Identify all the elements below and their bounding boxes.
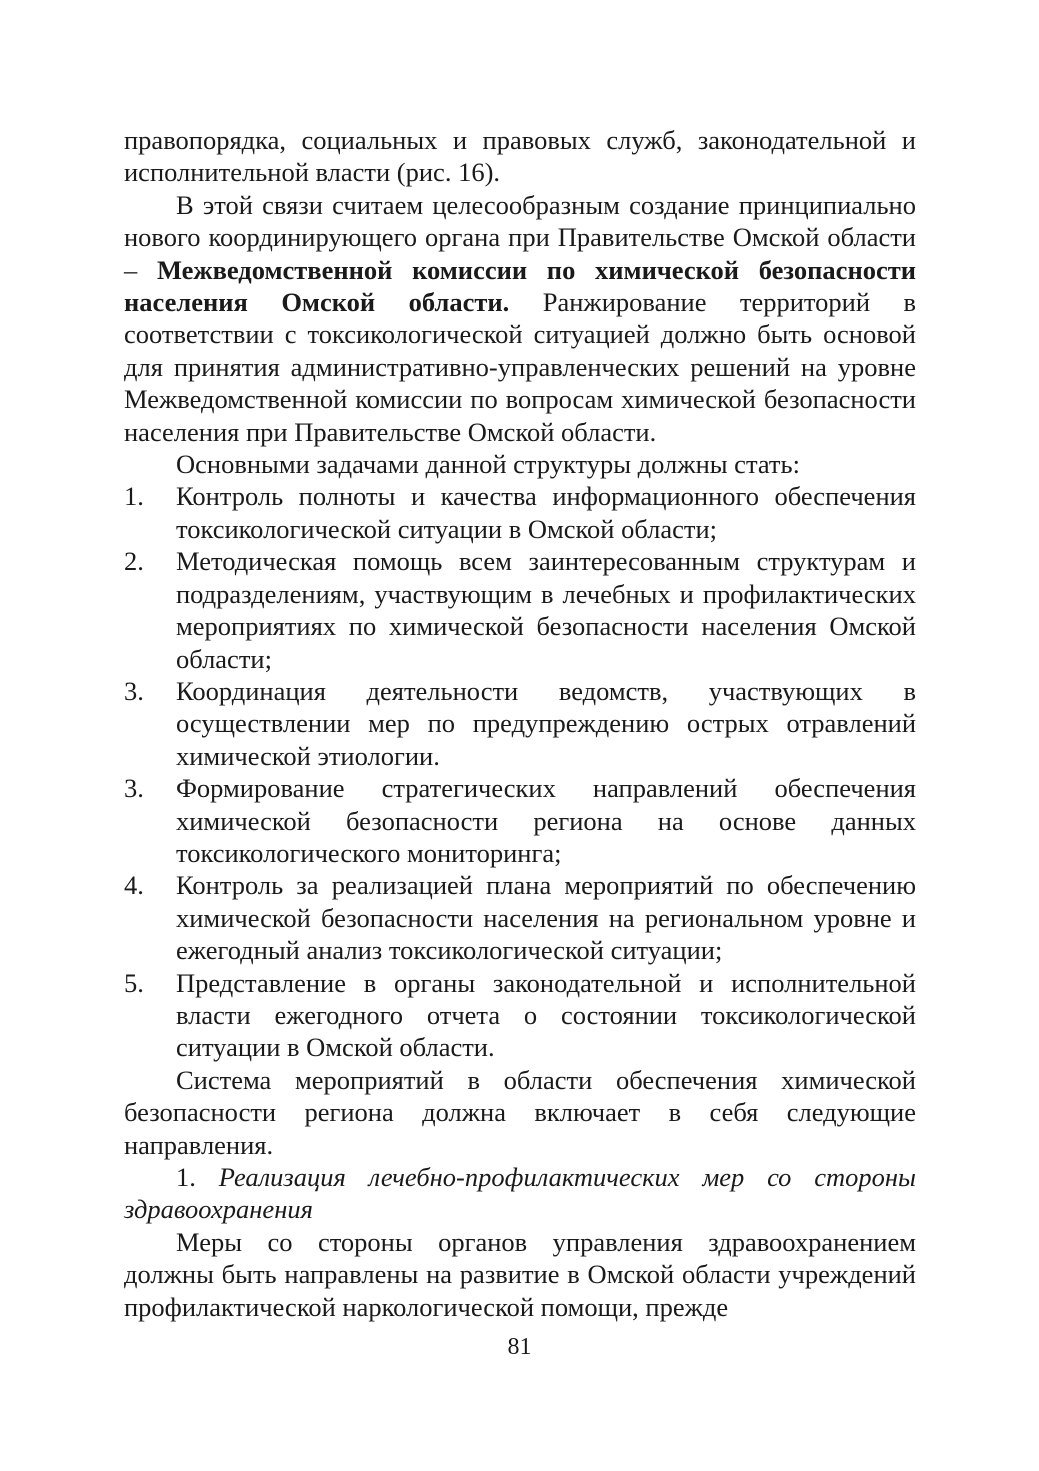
tasks-list [124, 480, 916, 1063]
paragraph-tasks-intro: Основными задачами данной структуры должны стать: [176, 449, 800, 480]
list-item [124, 869, 916, 966]
list-item [124, 545, 916, 675]
list-item [124, 675, 916, 772]
section-title-italic: Реализация лечебно-профилактических мер со стороны здравоохранения [124, 1162, 916, 1225]
paragraph-text: В этой связи считаем целесообразным создание принципиально нового координирующего органа при Правительстве Омской области – [124, 189, 916, 285]
paragraph-commission [124, 189, 916, 448]
list-item-text: Методическая помощь всем заинтересованным структурам и подразделениям, участвующим в лечебных и профилактических мероприятиях по химической безопасности населения Омской области; [176, 546, 916, 674]
list-item-text: Представление в органы законодательной и исполнительной власти ежегодного отчета о состоянии токсикологической ситуации в Омской области. [176, 967, 916, 1063]
list-item-number: 4. [124, 870, 144, 901]
list-item-number: 1. [124, 481, 144, 512]
paragraph-text: Ранжирование территорий в соответствии с токсикологической ситуацией должно быть основой для принятия административно-управленческих решений на уровне Межведомственной комиссии по вопросам химической безопасности населения при Правительстве Омской области. [124, 287, 916, 447]
list-item [124, 772, 916, 869]
list-item-text: Контроль полноты и качества информационного обеспечения токсикологической ситуации в Омской области; [176, 481, 916, 544]
list-item-text: Координация деятельности ведомств, участвующих в осуществлении мер по предупреждению острых отравлений химической этиологии. [176, 675, 916, 771]
list-item-text: Формирование стратегических направлений обеспечения химической безопасности региона на основе данных токсикологического мониторинга; [176, 773, 916, 868]
list-item-number: 3. [124, 773, 144, 804]
section-heading [124, 1161, 916, 1226]
list-item-number: 2. [124, 546, 144, 577]
paragraph-measures: Меры со стороны органов управления здравоохранением должны быть направлены на развитие в Омской области учреждений профилактической наркологической помощи, прежде [124, 1226, 916, 1322]
list-item-text: Контроль за реализацией плана мероприятий по обеспечению химической безопасности населения на региональном уровне и ежегодный анализ токсикологической ситуации; [176, 870, 916, 966]
page-number: 81 [507, 1334, 532, 1360]
commission-name-bold: Межведомственной комиссии по химической безопасности населения Омской области. [124, 254, 917, 318]
list-item [124, 967, 916, 1064]
paragraph-system: Система мероприятий в области обеспечения химической безопасности региона должна включает в себя следующие направления. [124, 1064, 916, 1160]
page-body [124, 124, 916, 1323]
list-item-number: 5. [124, 967, 144, 998]
paragraph-continuation: правопорядка, социальных и правовых служб, законодательной и исполнительной власти (рис. 16). [124, 125, 916, 188]
list-item-number: 3. [124, 675, 144, 706]
section-number: 1. [176, 1162, 219, 1192]
list-item [124, 480, 916, 545]
